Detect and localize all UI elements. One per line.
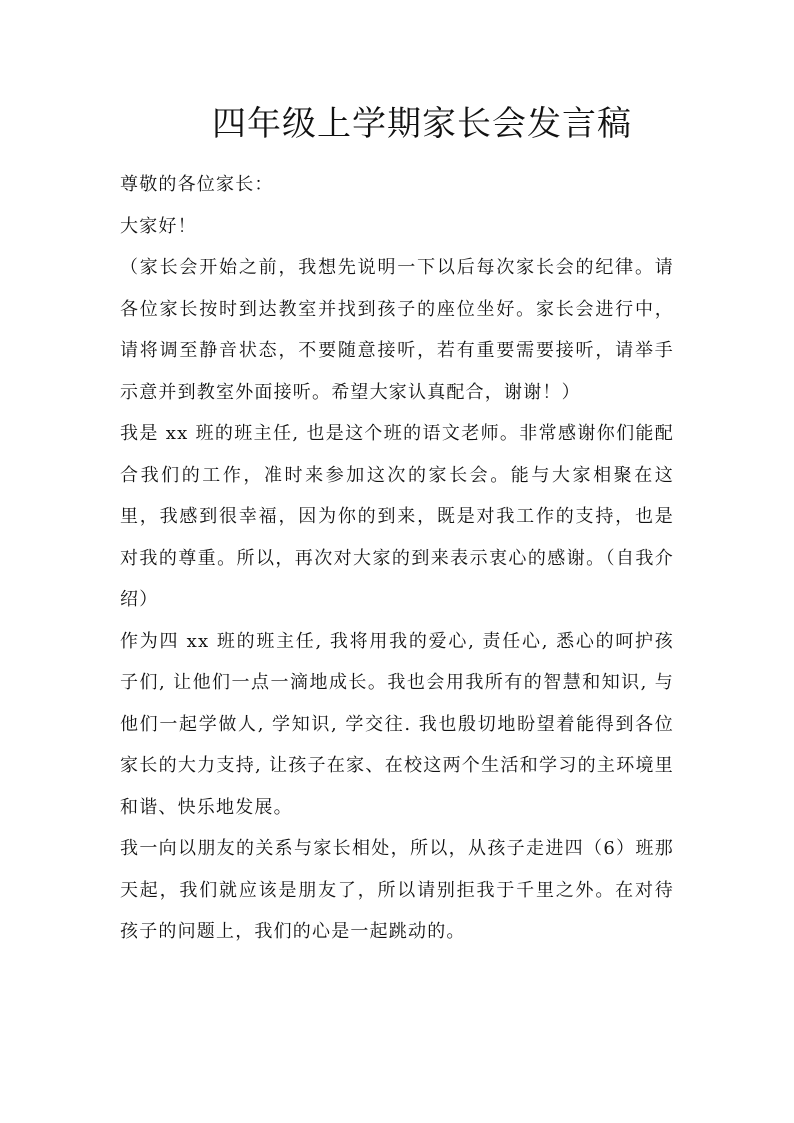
greeting: 大家好！	[120, 215, 197, 237]
paragraph-teacher-commitment: 作为四 xx 班的班主任, 我将用我的爱心, 责任心, 悉心的呵护孩子们, 让他们一点一滴地成长。我也会用我所有的智慧和知识, 与他们一起学做人, 学知识, 学交往. 我也殷切地盼望着能得到各位家长的大力支持, 让孩子在家、在校这两个生活和学习的主环境里和谐、快乐地发展。	[120, 630, 674, 818]
paragraph-introduction: 我是 xx 班的班主任, 也是这个班的语文老师。非常感谢你们能配合我们的工作，准时来参加这次的家长会。能与大家相聚在这里，我感到很幸福，因为你的到来，既是对我工作的支持，也是对我的尊重。所以，再次对大家的到来表示衷心的感谢。（自我介绍）	[120, 423, 674, 610]
document-body	[120, 164, 674, 953]
document-title: 四年级上学期家长会发言稿	[212, 104, 632, 144]
paragraph-friendship: 我一向以朋友的关系与家长相处，所以，从孩子走进四（6）班那天起，我们就应该是朋友了，所以请别拒我于千里之外。在对待孩子的问题上，我们的心是一起跳动的。	[120, 838, 674, 942]
salutation: 尊敬的各位家长：	[120, 174, 274, 195]
paragraph-meeting-rules: （家长会开始之前，我想先说明一下以后每次家长会的纪律。请各位家长按时到达教室并找到孩子的座位坐好。家长会进行中，请将调至静音状态，不要随意接听，若有重要需要接听，请举手示意并到教室外面接听。希望大家认真配合，谢谢！）	[120, 257, 674, 403]
